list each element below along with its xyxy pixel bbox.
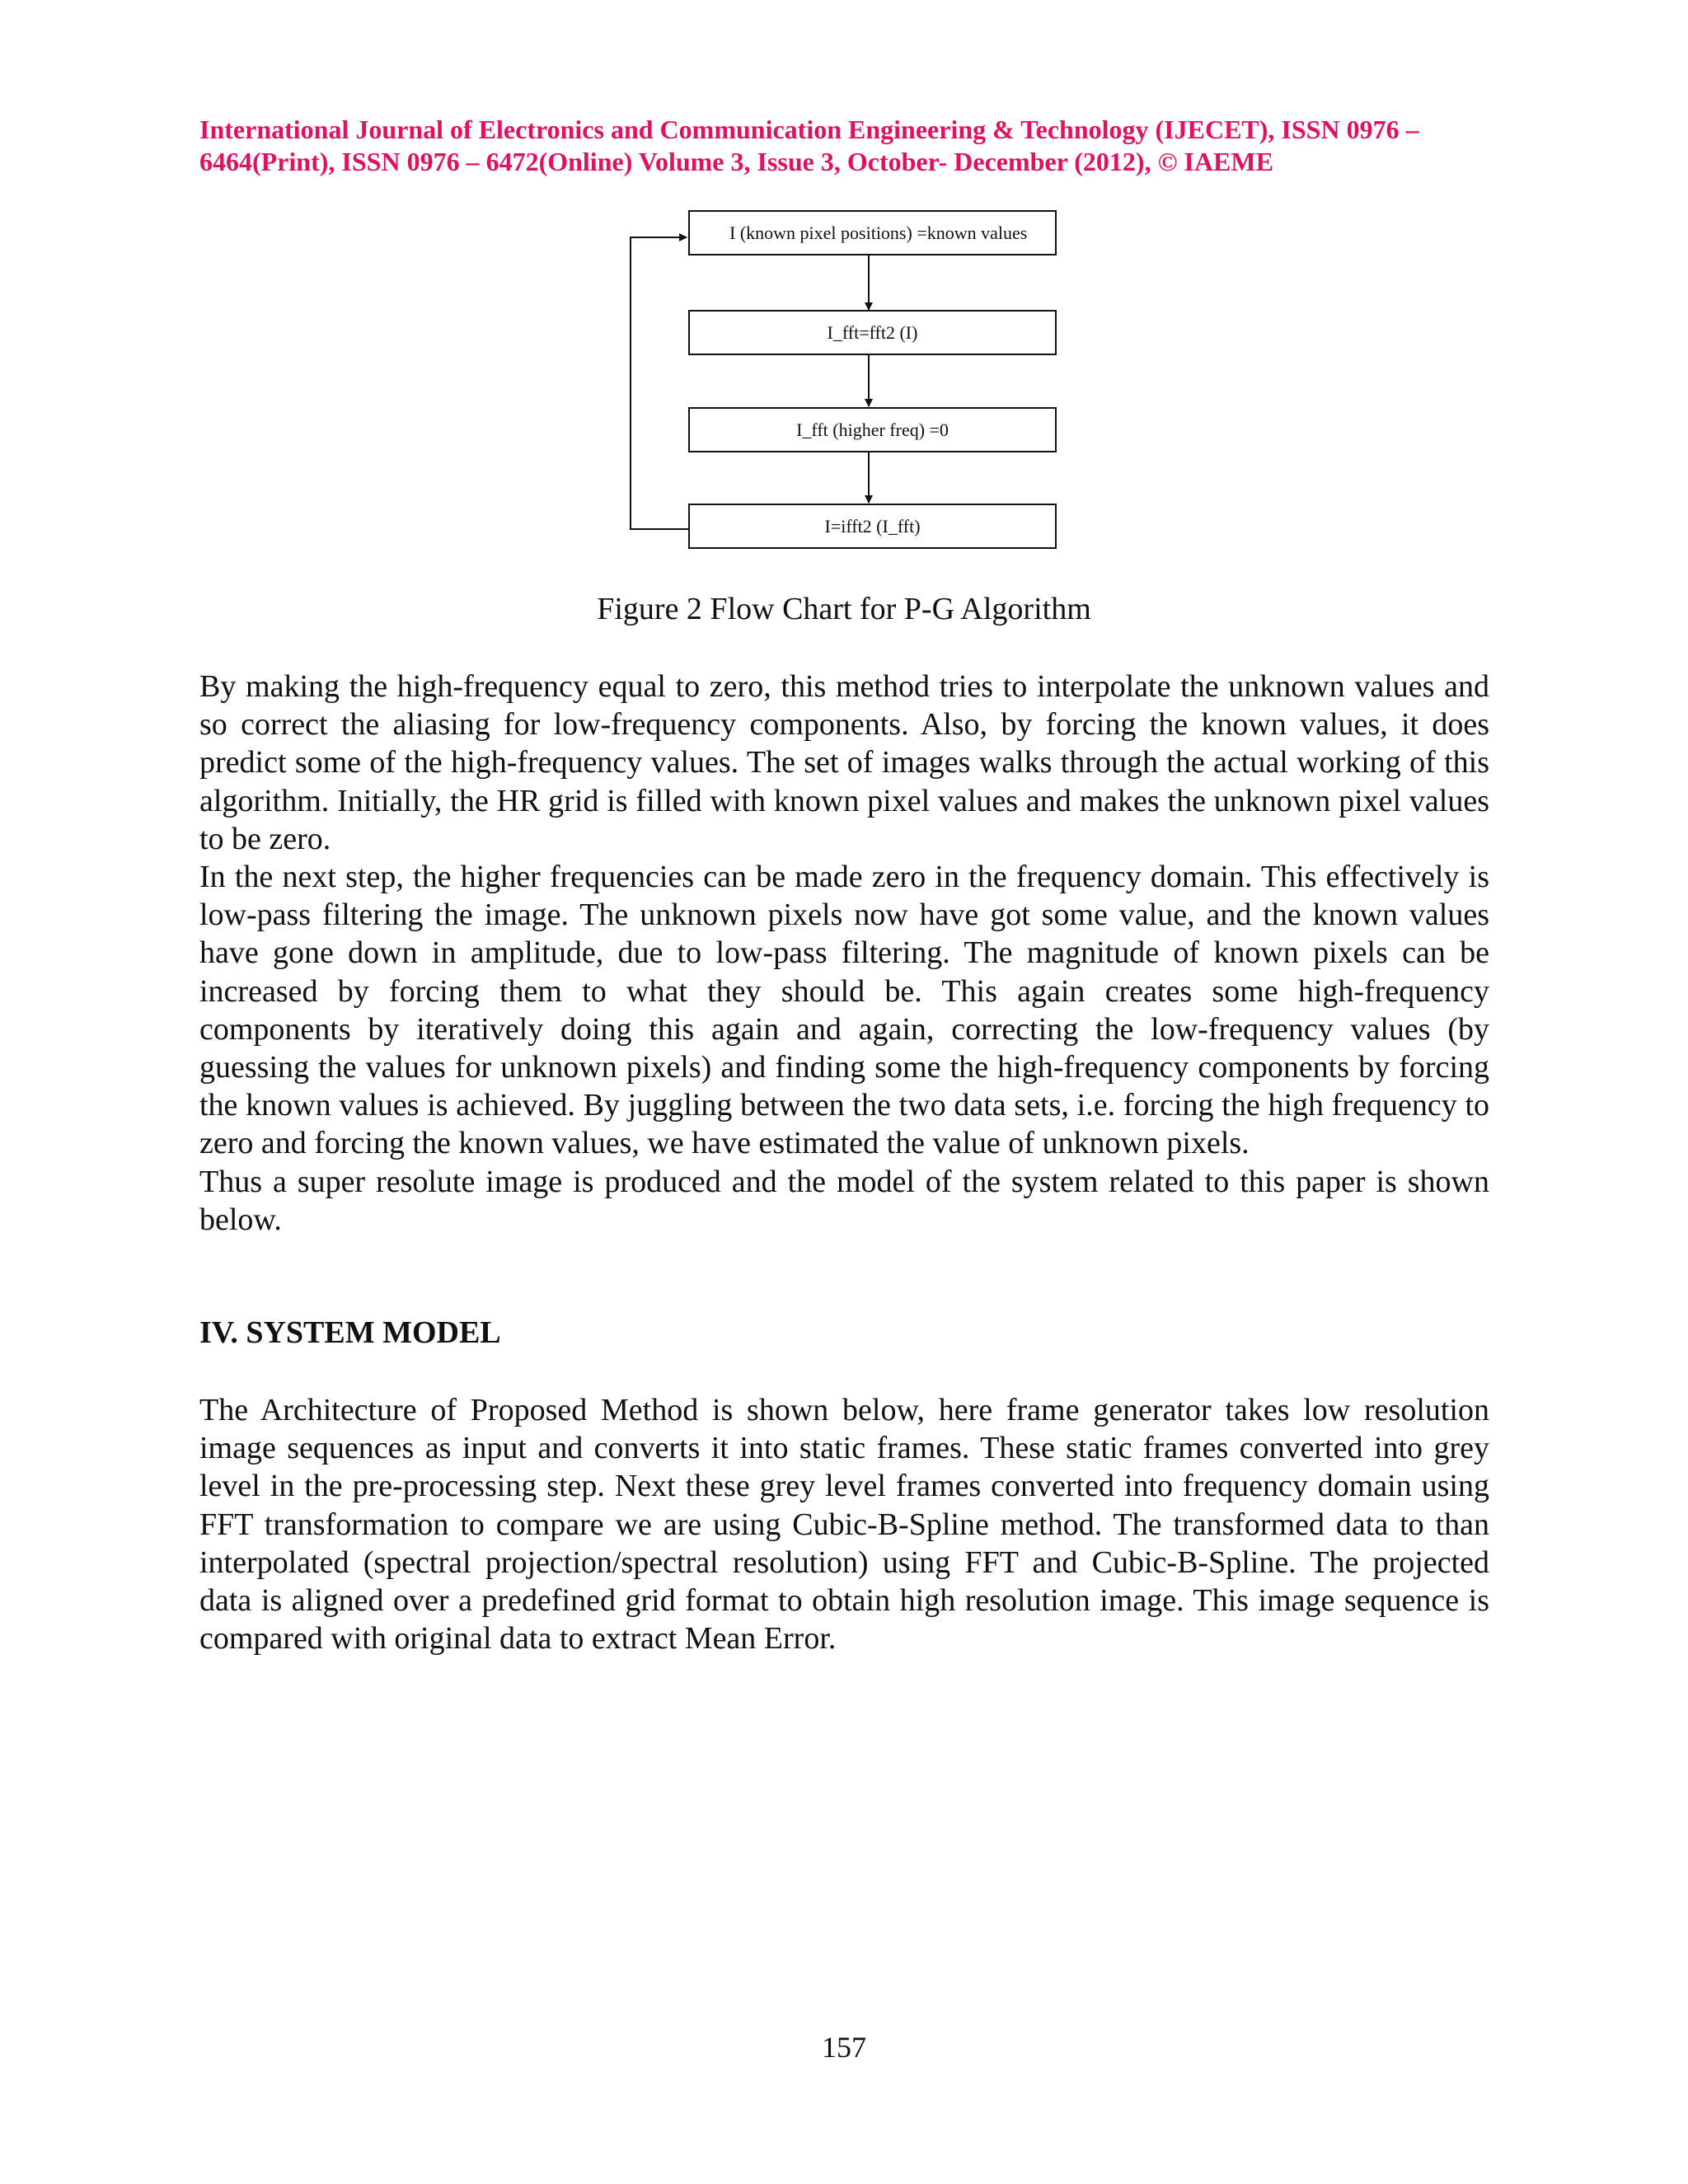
page-number: 157 — [822, 2031, 866, 2064]
flow-box-ifft: I=ifft2 (I_fft) — [688, 504, 1057, 549]
body-paragraphs — [199, 668, 1489, 1239]
journal-header-line-2: 6464(Print), ISSN 0976 – 6472(Online) Volume 3, Issue 3, October- December (2012), © IAEME — [199, 147, 1273, 176]
pg-algorithm-flowchart — [626, 206, 1063, 560]
paragraph-3: Thus a super resolute image is produced and the model of the system related to this paper is shown below. — [199, 1164, 1489, 1237]
figure-caption: Figure 2 Flow Chart for P-G Algorithm — [597, 592, 1091, 626]
flow-box-fft: I_fft=fft2 (I) — [688, 310, 1057, 355]
paragraph-2: In the next step, the higher frequencies can be made zero in the frequency domain. This effectively is low-pass filtering the image. The unknown pixels now have got some value, and the known values have gone down in amplitude, due to low-pass filtering. The magnitude of known pixels can be increased by forcing them to what they should be. This again creates some high-frequency components by iteratively doing this again and again, correcting the low-frequency values (by guessing the values for unknown pixels) and finding some the high-frequency components by forcing the known values is achieved. By juggling between the two data sets, i.e. forcing the high frequency to zero and forcing the known values, we have estimated the value of unknown pixels. — [199, 860, 1489, 1161]
system-model-paragraph: The Architecture of Proposed Method is shown below, here frame generator takes low resolution image sequences as input and converts it into static frames. These static frames converted into grey level in the pre-processing step. Next these grey level frames converted into frequency domain using FFT transformation to compare we are using Cubic-B-Spline method. The transformed data to than interpolated (spectral projection/spectral resolution) using FFT and Cubic-B-Spline. The projected data is aligned over a predefined grid format to obtain high resolution image. This image sequence is compared with original data to extract Mean Error. — [199, 1393, 1489, 1657]
section-heading: IV. SYSTEM MODEL — [199, 1315, 501, 1350]
paragraph-1: By making the high-frequency equal to zero, this method tries to interpolate the unknown values and so correct the aliasing for low-frequency components. Also, by forcing the known values, it does predict some of the high-frequency values. The set of images walks through the actual working of this algorithm. Initially, the HR grid is filled with known pixel values and makes the unknown pixel values to be zero. — [199, 669, 1489, 856]
system-model-text — [199, 1391, 1489, 1657]
flow-box-high-freq-zero: I_fft (higher freq) =0 — [688, 407, 1057, 452]
journal-header-line-1: International Journal of Electronics and Communication Engineering & Technology (IJECET), ISSN 0976 – — [199, 115, 1419, 144]
feedback-loop-arrow — [631, 237, 688, 529]
flow-box-known-values: I (known pixel positions) =known values — [688, 210, 1057, 255]
journal-header — [199, 114, 1489, 178]
